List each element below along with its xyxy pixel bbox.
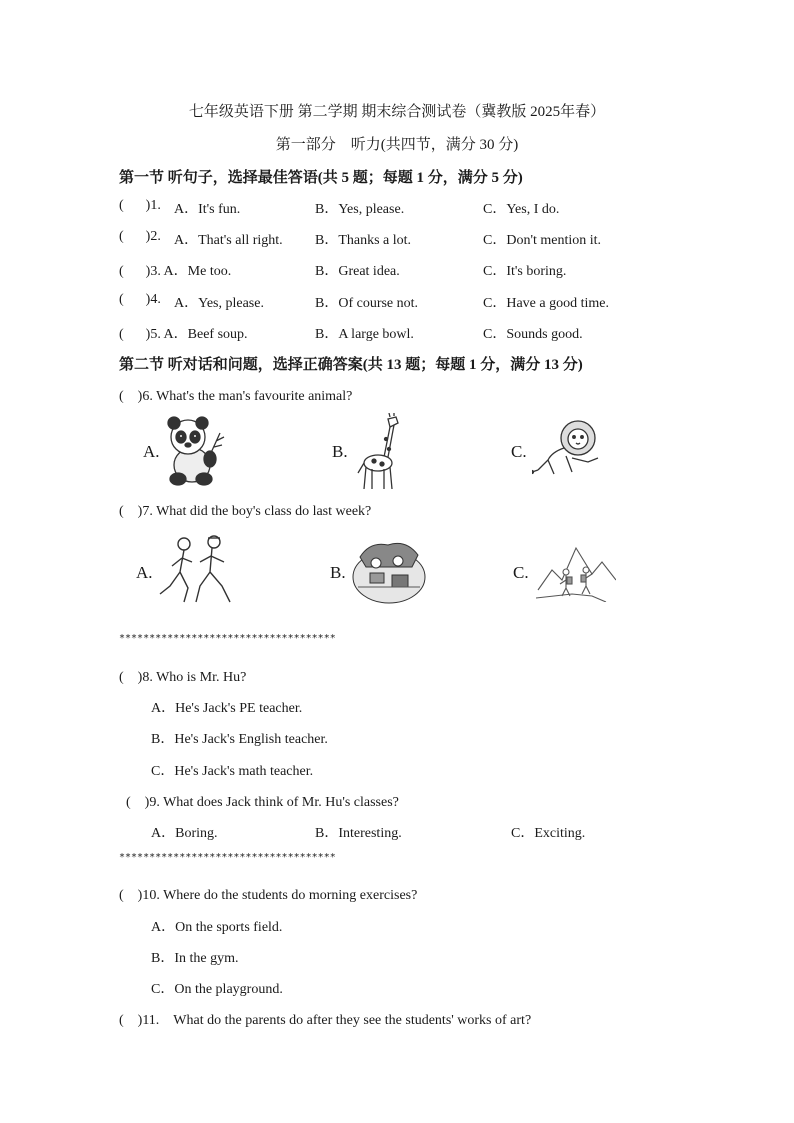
running-icon xyxy=(156,532,238,608)
q6-option-a-label: A. xyxy=(143,442,160,461)
question-4: ( )4. A．Yes, please. B．Of course not. C．Have a good time. xyxy=(119,292,609,311)
question-1: ( )1. A．It's fun. B．Yes, please. C．Yes, I do. xyxy=(119,198,560,217)
page-title: 七年级英语下册 第二学期 期末综合测试卷（冀教版 2025年春） xyxy=(188,104,606,120)
part-heading: 第一部分 听力(共四节，满分 30 分) xyxy=(275,137,519,153)
q7-option-b-label: B. xyxy=(330,563,346,582)
q8-option-a: A．He's Jack's PE teacher. xyxy=(151,701,303,716)
q9-option-c: C．Exciting. xyxy=(511,826,586,841)
q9-option-a: A．Boring. xyxy=(151,826,218,841)
giraffe-icon xyxy=(354,413,402,491)
question-8: ( )8. Who is Mr. Hu? xyxy=(119,670,247,685)
picnic-icon xyxy=(350,537,428,605)
q7-option-a-label: A. xyxy=(136,563,153,582)
lion-icon xyxy=(532,418,606,484)
section1-heading: 第一节 听句子，选择最佳答语(共 5 题；每题 1 分，满分 5 分) xyxy=(119,170,523,186)
question-3: ( )3. A．Me too. B．Great idea. C．It's boring. xyxy=(119,264,567,279)
question-5: ( )5. A．Beef soup. B．A large bowl. C．Sounds good. xyxy=(119,327,583,342)
q10-option-a: A．On the sports field. xyxy=(151,920,283,935)
question-2: ( )2. A．That's all right. B．Thanks a lot. C．Don't mention it. xyxy=(119,229,602,248)
q9-option-b: B．Interesting. xyxy=(315,826,402,841)
q8-option-c: C．He's Jack's math teacher. xyxy=(151,764,314,779)
divider-stars: ************************************ xyxy=(119,633,336,644)
q8-option-b: B．He's Jack's English teacher. xyxy=(151,732,328,747)
q10-option-c: C．On the playground. xyxy=(151,982,283,997)
divider-stars-2: ************************************ xyxy=(119,852,336,863)
question-9: ( )9. What does Jack think of Mr. Hu's classes? xyxy=(126,795,399,810)
section2-heading: 第二节 听对话和问题，选择正确答案(共 13 题；每题 1 分，满分 13 分) xyxy=(119,357,583,373)
question-10: ( )10. Where do the students do morning exercises? xyxy=(119,888,418,903)
q7-option-c-label: C. xyxy=(513,563,529,582)
hiking-icon xyxy=(536,540,616,602)
q6-option-b-label: B. xyxy=(332,442,348,461)
q6-option-c-label: C. xyxy=(511,442,527,461)
panda-icon xyxy=(162,415,232,489)
question-11: ( )11. What do the parents do after they see the students' works of art? xyxy=(119,1013,532,1028)
q10-option-b: B．In the gym. xyxy=(151,951,239,966)
question-6: ( )6. What's the man's favourite animal? xyxy=(119,389,353,404)
question-7: ( )7. What did the boy's class do last week? xyxy=(119,504,372,519)
